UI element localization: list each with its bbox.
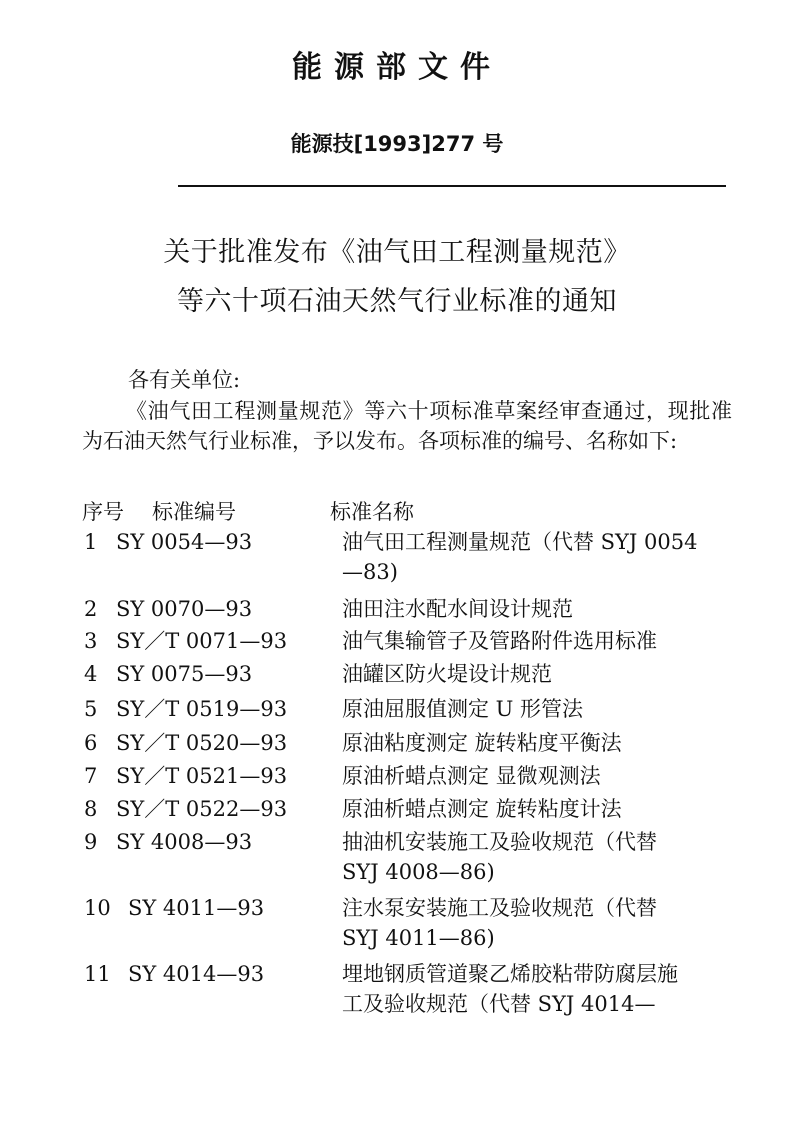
row-name: 油气集输管子及管路附件选用标准 — [342, 629, 657, 653]
salutation: 各有关单位: — [128, 368, 241, 392]
document-title-line-2: 等六十项石油天然气行业标准的通知 — [177, 286, 617, 317]
list-header-code: 标准编号 — [152, 500, 236, 524]
document-title-line-1: 关于批准发布《油气田工程测量规范》 — [163, 237, 631, 268]
row-name: 油田注水配水间设计规范 — [342, 597, 573, 621]
row-seq: 4 — [84, 662, 98, 686]
row-name: 原油屈服值测定 U 形管法 — [342, 697, 584, 721]
row-code: SY／T 0521—93 — [116, 764, 288, 788]
row-name: 油罐区防火堤设计规范 — [342, 662, 552, 686]
list-header-seq: 序号 — [82, 500, 124, 524]
row-name: 注水泵安装施工及验收规范（代替 SYJ 4011—86) — [342, 896, 657, 950]
document-header: 能源部文件 — [292, 50, 502, 85]
row-seq: 8 — [84, 797, 98, 821]
row-code: SY／T 0071—93 — [116, 629, 288, 653]
row-name: 原油析蜡点测定 旋转粘度计法 — [342, 797, 622, 821]
row-name: 油气田工程测量规范（代替 SYJ 0054 —83) — [342, 530, 698, 584]
row-code: SY／T 0519—93 — [116, 697, 288, 721]
row-name: 原油粘度测定 旋转粘度平衡法 — [342, 731, 622, 755]
row-code: SY 4011—93 — [128, 896, 265, 920]
row-seq: 2 — [84, 597, 98, 621]
row-code: SY／T 0520—93 — [116, 731, 288, 755]
row-code: SY 0054—93 — [116, 530, 253, 554]
list-header-name: 标准名称 — [330, 500, 414, 524]
row-seq: 10 — [84, 896, 111, 920]
row-seq: 9 — [84, 830, 98, 854]
row-seq: 6 — [84, 731, 98, 755]
document-number: 能源技[1993]277 号 — [290, 132, 504, 156]
row-code: SY 0070—93 — [116, 597, 253, 621]
row-name: 原油析蜡点测定 显微观测法 — [342, 764, 601, 788]
row-code: SY／T 0522—93 — [116, 797, 288, 821]
row-seq: 5 — [84, 697, 98, 721]
row-code: SY 0075—93 — [116, 662, 253, 686]
row-seq: 1 — [84, 530, 98, 554]
row-seq: 7 — [84, 764, 98, 788]
row-name: 抽油机安装施工及验收规范（代替 SYJ 4008—86) — [342, 830, 657, 884]
row-code: SY 4008—93 — [116, 830, 253, 854]
header-divider — [178, 185, 726, 187]
body-paragraph: 《油气田工程测量规范》等六十项标准草案经审查通过，现批准为石油天然气行业标准，予以发布。各项标准的编号、名称如下: — [82, 399, 732, 453]
row-code: SY 4014—93 — [128, 962, 265, 986]
row-seq: 3 — [84, 629, 98, 653]
row-name: 埋地钢质管道聚乙烯胶粘带防腐层施 工及验收规范（代替 SYJ 4014— — [342, 962, 678, 1016]
row-seq: 11 — [84, 962, 111, 986]
